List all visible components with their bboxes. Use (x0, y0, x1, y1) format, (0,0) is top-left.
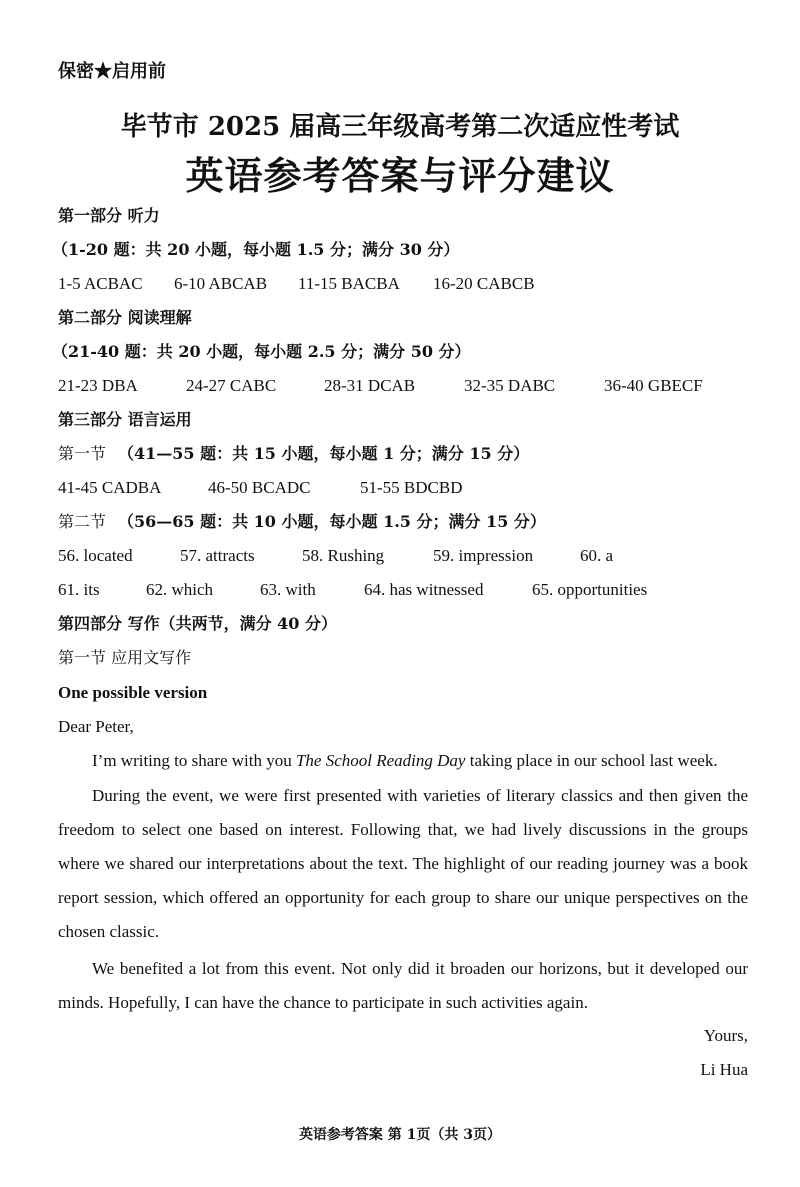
answer-group: 21-23 DBA (58, 376, 138, 395)
part3-section1-label: 第一节 (58, 444, 107, 463)
answer-item: 60. a (580, 546, 614, 565)
answer-item: 61. its (58, 580, 100, 599)
answer-item: 59. impression (433, 546, 534, 565)
answer-item: 58. Rushing (302, 546, 385, 565)
part3-heading: 第三部分 语言运用 (58, 410, 192, 429)
confidential-label: 保密★启用前 (58, 61, 166, 82)
letter-signature: Li Hua (700, 1060, 748, 1079)
answer-group: 28-31 DCAB (324, 376, 416, 395)
part2-scoring: （21-40 题：共 20 小题，每小题 2.5 分；满分 50 分） (52, 342, 471, 361)
answer-item: 64. has witnessed (364, 580, 484, 599)
page-footer: 英语参考答案 第 1页（共 3页） (298, 1127, 502, 1143)
part4-section1-heading: 第一节 应用文写作 (58, 648, 192, 667)
answer-group: 11-15 BACBA (298, 274, 400, 293)
letter-paragraph-3: We benefited a lot from this event. Not only did it broaden our horizons, but it developed our minds. Hopefully, I can have the chance to participate in such activities again. (58, 959, 748, 1012)
answer-group: 41-45 CADBA (58, 478, 162, 497)
document-title: 英语参考答案与评分建议 (185, 153, 615, 198)
version-label: One possible version (58, 683, 208, 702)
part3-section1-scoring: （41—55 题：共 15 小题，每小题 1 分；满分 15 分） (118, 444, 530, 463)
letter-closing: Yours, (703, 1026, 748, 1045)
answer-group: 6-10 ABCAB (174, 274, 268, 293)
answer-item: 57. attracts (180, 546, 255, 565)
exam-title: 毕节市 2025 届高三年级高考第二次适应性考试 (120, 112, 680, 142)
answer-group: 16-20 CABCB (433, 274, 535, 293)
letter-salutation: Dear Peter, (58, 717, 134, 736)
event-title: The School Reading Day (295, 751, 466, 770)
part1-heading: 第一部分 听力 (58, 206, 160, 225)
answer-item: 63. with (260, 580, 316, 599)
answer-group: 46-50 BCADC (208, 478, 311, 497)
letter-paragraph-1 (58, 744, 748, 778)
part4-heading: 第四部分 写作（共两节，满分 40 分） (58, 614, 337, 633)
answer-item: 56. located (58, 546, 133, 565)
answer-group: 51-55 BDCBD (360, 478, 463, 497)
part1-scoring: （1-20 题：共 20 小题，每小题 1.5 分；满分 30 分） (52, 240, 460, 259)
p1-text-start: I’m writing to share with you (92, 751, 296, 770)
answer-item: 65. opportunities (532, 580, 648, 599)
letter-paragraph-2: During the event, we were first presented with varieties of literary classics and then given the freedom to select one based on interest. Following that, we had lively discussions in the groups where we shared our interpretations about the text. The highlight of our reading journey was a book report session, which offered an opportunity for each group to share our unique perspectives on the chosen classic. (58, 786, 748, 941)
answer-group: 24-27 CABC (186, 376, 277, 395)
answer-group: 32-35 DABC (464, 376, 556, 395)
part3-section2-label: 第二节 (58, 512, 107, 531)
answer-group: 36-40 GBECF (604, 376, 703, 395)
p1-text-end: taking place in our school last week. (465, 751, 718, 770)
part2-heading: 第二部分 阅读理解 (58, 308, 192, 327)
answer-group: 1-5 ACBAC (58, 274, 143, 293)
part3-section2-scoring: （56—65 题：共 10 小题，每小题 1.5 分；满分 15 分） (118, 512, 546, 531)
answer-item: 62. which (146, 580, 214, 599)
